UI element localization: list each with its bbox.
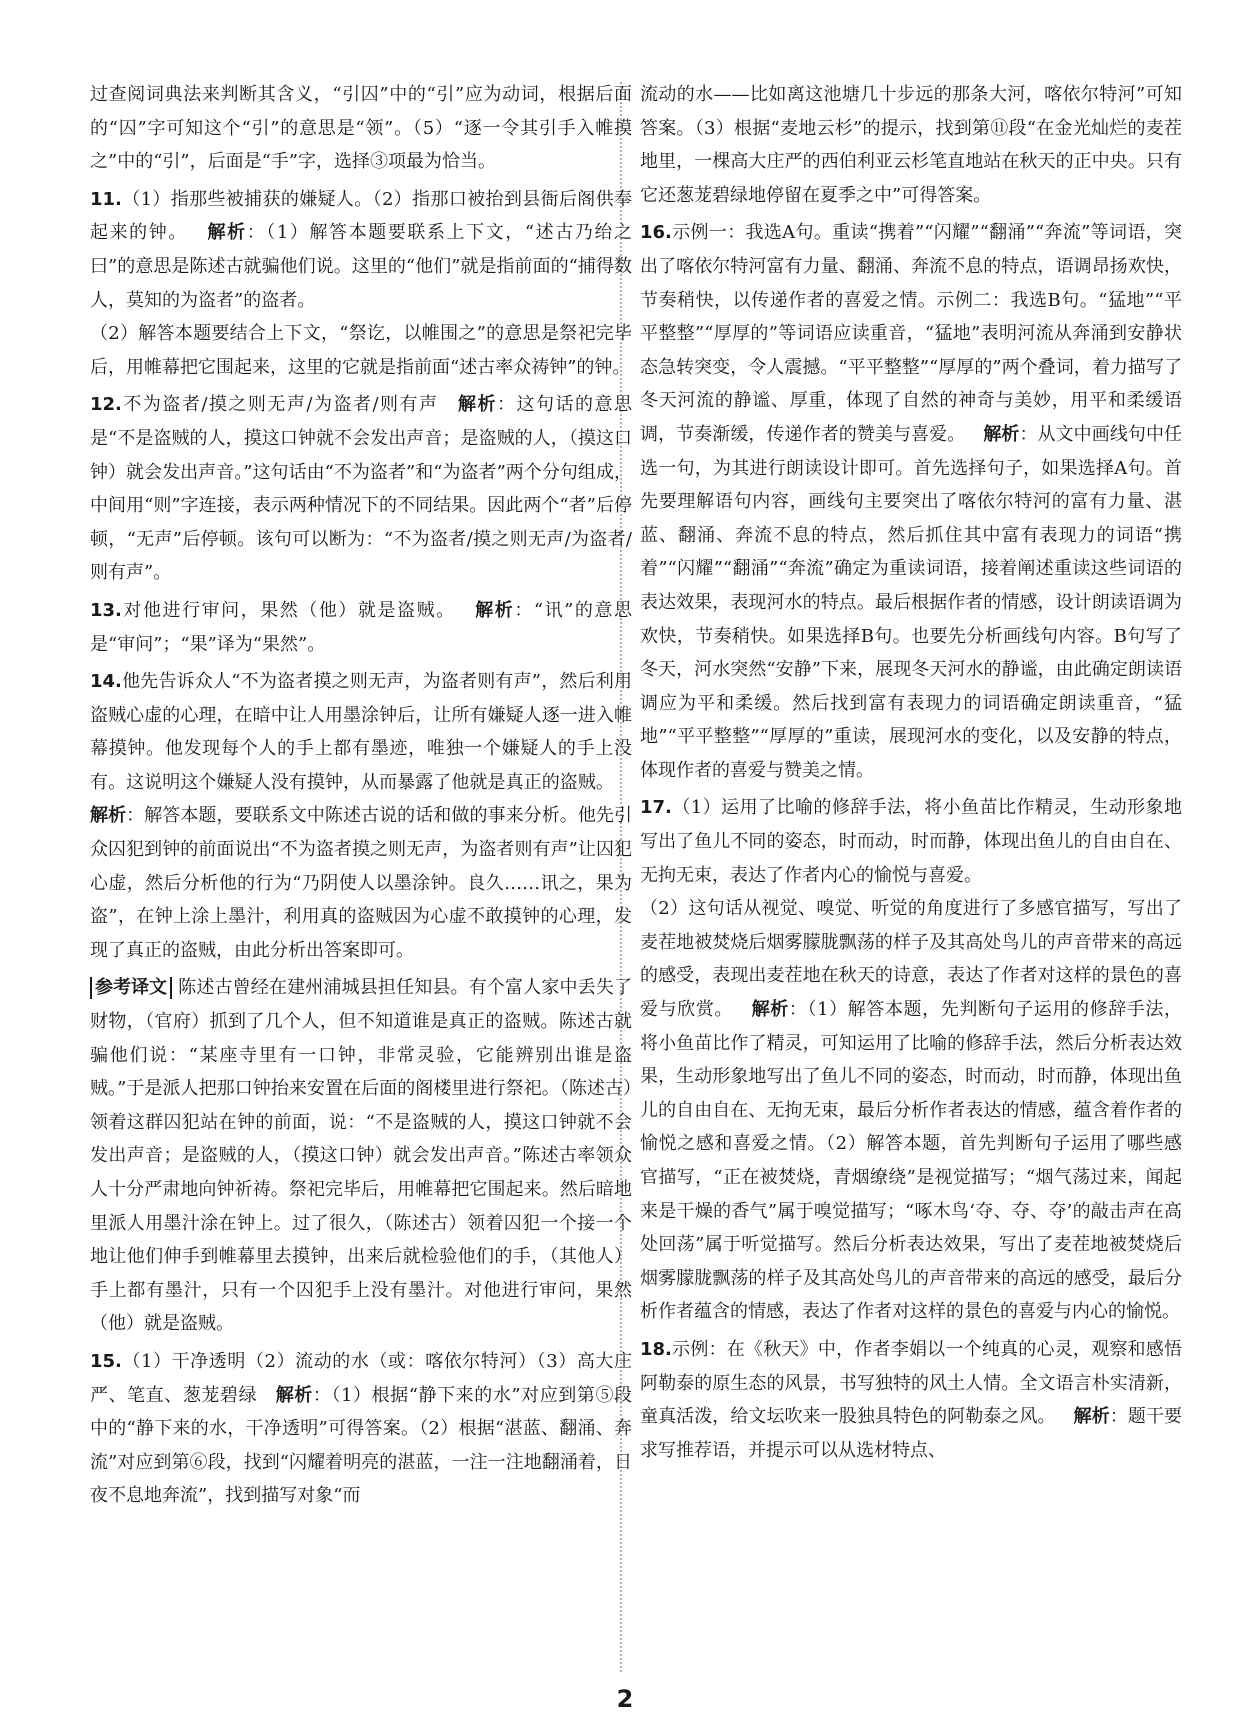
question-number: 17. bbox=[640, 797, 672, 819]
answer-text: （1）干净透明（2）流动的水（或：喀依尔特河）（3）高大庄严、笔直、葱茏碧绿 bbox=[90, 1350, 632, 1406]
reference-label: 参考译文 bbox=[90, 977, 172, 999]
left-column bbox=[90, 78, 632, 1513]
answer-text: （1）指那些被捕获的嫌疑人。（2）指那口被抬到县衙后阁供奉起来的钟。 bbox=[90, 188, 632, 244]
question-15 bbox=[90, 1345, 632, 1513]
question-12 bbox=[90, 388, 632, 590]
question-number: 11. bbox=[90, 188, 122, 210]
answer-text: （1）运用了比喻的修辞手法，将小鱼苗比作精灵，生动形象地写出了鱼儿不同的姿态，时而动，时而静，体现出鱼儿的自由自在、无拘无束，表达了作者内心的愉悦与喜爱。 bbox=[640, 797, 1182, 886]
continued-paragraph: 流动的水——比如离这池塘几十步远的那条大河，喀依尔特河”可知答案。（3）根据“麦地云杉”的提示，找到第⑪段“在金光灿烂的麦茬地里，一棵高大庄严的西伯利亚云杉笔直地站在秋天的正中央。只有它还葱茏碧绿地停留在夏季之中”可得答案。 bbox=[640, 84, 1182, 206]
right-column bbox=[640, 78, 1182, 1467]
question-17-answer-2 bbox=[640, 892, 1182, 1329]
analysis-label: 解析 bbox=[90, 805, 127, 827]
analysis-text: ：题干要求写推荐语，并提示可以从选材特点、 bbox=[640, 1406, 1183, 1461]
question-16 bbox=[640, 216, 1182, 787]
answer-text: （2）这句话从视觉、嗅觉、听觉的角度进行了多感官描写，写出了麦茬地被焚烧后烟雾朦胧飘荡的样子及其高处鸟儿的声音带来的高远的感受，表现出麦茬地在秋天的诗意，表达了作者对这样的景色的喜爱与欣赏。 bbox=[640, 898, 1182, 1021]
analysis-label: 解析 bbox=[205, 222, 247, 244]
intro-paragraph: 过查阅词典法来判断其含义，“引囚”中的“引”应为动词，根据后面的“囚”字可知这个“引”的意思是“领”。（5）“逐一令其引手入帷摸之”中的“引”，后面是“手”字，选择③项最为恰当。 bbox=[90, 84, 632, 173]
reference-translation bbox=[90, 971, 632, 1341]
analysis-text: ：这句话的意思是“不是盗贼的人，摸这口钟就不会发出声音；是盗贼的人，（摸这口钟）就会发出声音。”这句话由“不为盗者”和“为盗者”两个分句组成，中间用“则”字连接，表示两种情况下的不同结果。因此两个“者”后停顿，“无声”后停顿。该句可以断为：“不为盗者/摸之则无声/为盗者/则有声”。 bbox=[90, 394, 633, 584]
question-number: 13. bbox=[90, 599, 122, 621]
question-11 bbox=[90, 183, 632, 317]
analysis-label: 解析 bbox=[983, 423, 1020, 445]
question-number: 18. bbox=[640, 1338, 672, 1360]
analysis-text: ：（1）解答本题要联系上下文，“述古乃绐之曰”的意思是陈述古就骗他们说。这里的“他们”就是指前面的“捕得数人，莫知的为盗者”的盗者。 bbox=[90, 222, 633, 311]
analysis-text: ：“讯”的意思是“审问”；“果”译为“果然”。 bbox=[90, 599, 633, 655]
question-number: 14. bbox=[90, 671, 122, 693]
analysis-label: 解析 bbox=[1073, 1406, 1110, 1428]
answer-text: 对他进行审问，果然（他）就是盗贼。 bbox=[121, 599, 456, 621]
analysis-label: 解析 bbox=[456, 394, 498, 416]
analysis-label: 解析 bbox=[751, 999, 789, 1021]
question-14 bbox=[90, 665, 632, 967]
question-11-analysis-2: （2）解答本题要结合上下文，“祭讫，以帷围之”的意思是祭祀完毕后，用帷幕把它围起来，这里的它就是指前面“述古率众祷钟”的钟。 bbox=[90, 323, 632, 378]
answer-text: 他先告诉众人“不为盗者摸之则无声，为盗者则有声”，然后利用盗贼心虚的心理，在暗中让人用墨涂钟后，让所有嫌疑人逐一进入帷幕摸钟。他发现每个人的手上都有墨迹，唯独一个嫌疑人的手上没有。这说明这个嫌疑人没有摸钟，从而暴露了他就是真正的盗贼。 bbox=[90, 671, 632, 793]
analysis-text: ：解答本题，要联系文中陈述古说的话和做的事来分析。他先引众囚犯到钟的前面说出“不为盗者摸之则无声，为盗者则有声”让囚犯心虚，然后分析他的行为“乃阴使人以墨涂钟。良久……讯之，果为盗”，在钟上涂上墨汁，利用真的盗贼因为心虚不敢摸钟的心理，发现了真正的盗贼，由此分析出答案即可。 bbox=[90, 805, 632, 961]
analysis-text: ：（1）解答本题，先判断句子运用的修辞手法，将小鱼苗比作了精灵，可知运用了比喻的修辞手法，然后分析表达效果，生动形象地写出了鱼儿不同的姿态，时而动，时而静，体现出鱼儿的自由自在、无拘无束，最后分析作者表达的情感，蕴含着作者的愉悦之感和喜爱之情。（2）解答本题，首先判断句子运用了哪些感官描写，“正在被焚烧，青烟缭绕”是视觉描写；“烟气荡过来，闻起来是干燥的香气”属于嗅觉描写；“啄木鸟‘夺、夺、夺’的敲击声在高处回荡”属于听觉描写。然后分析表达效果，写出了麦茬地被焚烧后烟雾朦胧飘荡的样子及其高处鸟儿的声音带来的高远的感受，最后分析作者蕴含的情感，表达了作者对这样的景色的喜爱与内心的愉悦。 bbox=[640, 999, 1183, 1323]
answer-text: 示例：在《秋天》中，作者李娟以一个纯真的心灵，观察和感悟阿勒泰的原生态的风景，书写独特的风土人情。全文语言朴实清新，童真活泼，给文坛吹来一股独具特色的阿勒泰之风。 bbox=[640, 1338, 1182, 1428]
question-number: 15. bbox=[90, 1350, 122, 1372]
analysis-text: ：从文中画线句中任选一句，为其进行朗读设计即可。首先选择句子，如果选择A句。首先要理解语句内容，画线句主要突出了喀依尔特河的富有力量、湛蓝、翻涌、奔流不息的特点，然后抓住其中富有表现力的词语“携着”“闪耀”“翻涌”“奔流”确定为重读词语，接着阐述重读这些词语的表达效果，表现河水的特点。最后根据作者的情感，设计朗读语调为欢快，节奏稍快。如果选择B句。也要先分析画线句内容。B句写了冬天，河水突然“安静”下来，展现冬天河水的静谧，由此确定朗读语调应为平和柔缓。然后找到富有表现力的词语确定朗读重音，“猛地”“平平整整”“厚厚的”重读，展现河水的变化，以及安静的特点，体现作者的喜爱与赞美之情。 bbox=[640, 423, 1183, 781]
question-13 bbox=[90, 594, 632, 661]
question-number: 16. bbox=[640, 222, 672, 244]
analysis-text: ：（1）根据“静下来的水”对应到第⑤段中的“静下来的水，干净透明”可得答案。（2）根据“湛蓝、翻涌、奔流”对应到第⑥段，找到“闪耀着明亮的湛蓝，一注一注地翻涌着，日夜不息地奔流”，找到描写对象“而 bbox=[90, 1384, 633, 1507]
question-number: 12. bbox=[90, 394, 122, 416]
reference-text: 陈述古曾经在建州浦城县担任知县。有个富人家中丢失了财物，（官府）抓到了几个人，但不知道谁是真正的盗贼。陈述古就骗他们说：“某座寺里有一口钟，非常灵验，它能辨别出谁是盗贼。”于是派人把那口钟抬来安置在后面的阁楼里进行祭祀。（陈述古）领着这群囚犯站在钟的前面，说：“不是盗贼的人，摸这口钟就不会发出声音；是盗贼的人，（摸这口钟）就会发出声音。”陈述古率领众人十分严肃地向钟祈祷。祭祀完毕后，用帷幕把它围起来。然后暗地里派人用墨汁涂在钟上。过了很久，（陈述古）领着囚犯一个接一个地让他们伸手到帷幕里去摸钟，出来后就检验他们的手，（其他人）手上都有墨汁，只有一个囚犯手上没有墨汁。对他进行审问，果然（他）就是盗贼。 bbox=[90, 977, 632, 1335]
analysis-label: 解析 bbox=[473, 599, 515, 621]
answer-text: 不为盗者/摸之则无声/为盗者/则有声 bbox=[121, 394, 439, 416]
question-17 bbox=[640, 791, 1182, 892]
question-18 bbox=[640, 1333, 1182, 1467]
answer-text: 示例一：我选A句。重读“携着”“闪耀”“翻涌”“奔流”等词语，突出了喀依尔特河富有力量、翻涌、奔流不息的特点，语调昂扬欢快，节奏稍快，以传递作者的喜爱之情。示例二：我选B句。“猛地”“平平整整”“厚厚的”等词语应读重音，“猛地”表明河流从奔涌到安静状态急转突变，令人震撼。“平平整整”“厚厚的”两个叠词，着力描写了冬天河流的静谧、厚重，体现了自然的神奇与美妙，用平和柔缓语调，节奏渐缓，传递作者的赞美与喜爱。 bbox=[640, 222, 1182, 445]
page-number: 2 bbox=[616, 1685, 634, 1713]
analysis-label: 解析 bbox=[275, 1384, 313, 1406]
